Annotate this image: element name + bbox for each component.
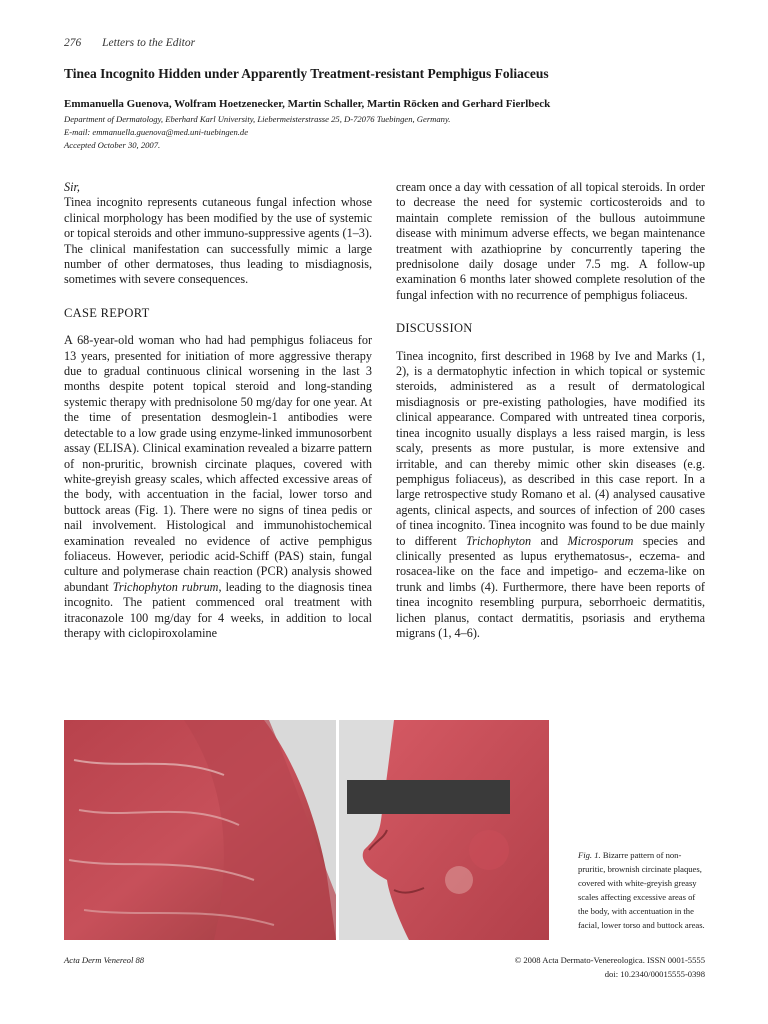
copyright-notice: © 2008 Acta Dermato-Venereologica. ISSN 0001-5555 — [514, 955, 705, 965]
species-name: Trichophyton rubrum — [112, 579, 219, 594]
salutation: Sir, — [64, 180, 80, 194]
right-column — [396, 180, 705, 641]
discussion-heading: DISCUSSION — [396, 321, 473, 336]
footer-right — [470, 953, 705, 981]
case-continued-paragraph: cream once a day with cessation of all topical steroids. In order to decrease the need for systemic corticosteroids and to maintain complete remission of the bullous autoimmune disease with minimum adverse effects, we began maintenance treatment with azathioprine by concurrently tapering the prednisolone daily dosage under 7.5 mg. A follow-up examination 6 months later showed complete resolution of the fungal infection with no recurrence of pemphigus foliaceus. — [396, 180, 705, 302]
case-report-heading: CASE REPORT — [64, 305, 150, 320]
left-column — [64, 180, 372, 641]
journal-footer: Acta Derm Venereol 88 — [64, 955, 145, 965]
discussion-paragraph: Tinea incognito, first described in 1968 by Ive and Marks (1, 2), is a dermatophytic infection in which topical or systemic steroids, administered as a result of dermatological misdiagnosis or pre-existing pathologies, have modified its clinical appearance. Compared with untreated tinea corporis, tinea incognito usually displays a less raised margin, is less scaly, presents as more pustular, is more extensive and irritable, and can thereby mimic other skin diseases (e.g. pemphigus foliaceus), as described in this case report. In a large retrospective study Romano et al. (4) analysed causative agents, clinical aspects, and sources of infection of 200 cases of tinea incognito. Tinea incognito was found to be due mainly to different Trichophyton and Microsporum species and clinically presented as lupus erythematosus-, eczema- and rosacea-like on the face and impetigo- and eczema-like on trunk and limbs (4). Furthermore, there have been reports of tinea incognito resembling purpura, seborrhoeic dermatitis, lichen planus, contact dermatitis, psoriasis and erythema migrans (1, 4–6). — [396, 348, 706, 640]
intro-paragraph: Tinea incognito represents cutaneous fungal infection whose clinical morphology has been modified by the use of systemic or topical steroids and other immuno-suppressive agents (1–3). The clinical manifestation can successfully mimic a large number of other dermatoses, thus leading to misdiagnosis, sometimes with severe consequences. — [64, 195, 372, 287]
figure-label: Fig. 1. — [578, 850, 601, 860]
clinical-photo-face — [339, 720, 549, 940]
author-list: Emmanuella Guenova, Wolfram Hoetzenecker, Martin Schaller, Martin Röcken and Gerhard Fierlbeck — [64, 98, 551, 110]
email: E-mail: emmanuella.guenova@med.uni-tuebingen.de — [64, 127, 249, 137]
section-name: Letters to the Editor — [102, 37, 196, 49]
caption-text: Bizarre pattern of non-pruritic, brownish circinate plaques, covered with white-greyish greasy scales affecting excessive areas of the body, with accentuation in the facial, lower torso and buttock areas. — [578, 850, 705, 930]
page-number: 276 — [64, 37, 82, 49]
article-title: Tinea Incognito Hidden under Apparently Treatment-resistant Pemphigus Foliaceus — [64, 66, 549, 81]
torso-image — [64, 720, 336, 940]
affiliation: Department of Dermatology, Eberhard Karl University, Liebermeisterstrasse 25, D-72076 Tuebingen, Germany. — [64, 114, 451, 124]
accepted-date: Accepted October 30, 2007. — [64, 140, 161, 150]
case-paragraph: A 68-year-old woman who had had pemphigus foliaceus for 13 years, presented for initiation of more aggressive therapy due to gradual continuous clinical worsening in the last 3 months despite potent topical steroid and long-standing systemic therapy with prednisolone 50 mg/day for one year. At the time of presentation desmoglein-1 antibodies were detectable to a low grade using enzyme-linked immunosorbent assay (ELISA). Clinical examination revealed a bizarre pattern of non-pruritic, brownish circinate plaques, covered with white-greyish greasy scales, which affected excessive areas of the body, with accentuation in the facial, lower torso and buttock areas (Fig. 1). There were no signs of tinea pedis or nail involvement. Histological and immunohistochemical examination revealed no evidence of active pemphigus foliaceus. However, periodic acid-Schiff (PAS) stain, fungal culture and polymerase chain reaction (PCR) analysis showed abundant Trichophyton rubrum, leading to the diagnosis tinea incognito. The patient commenced oral treatment with itraconazole 100 mg/day for 4 weeks, in addition to local therapy with ciclopiroxolamine — [64, 333, 373, 640]
running-header — [64, 37, 195, 49]
clinical-photo-torso — [64, 720, 336, 940]
censor-bar — [347, 780, 510, 814]
figure-caption — [578, 848, 706, 932]
doi: doi: 10.2340/00015555-0398 — [604, 969, 705, 979]
face-image — [339, 720, 549, 940]
